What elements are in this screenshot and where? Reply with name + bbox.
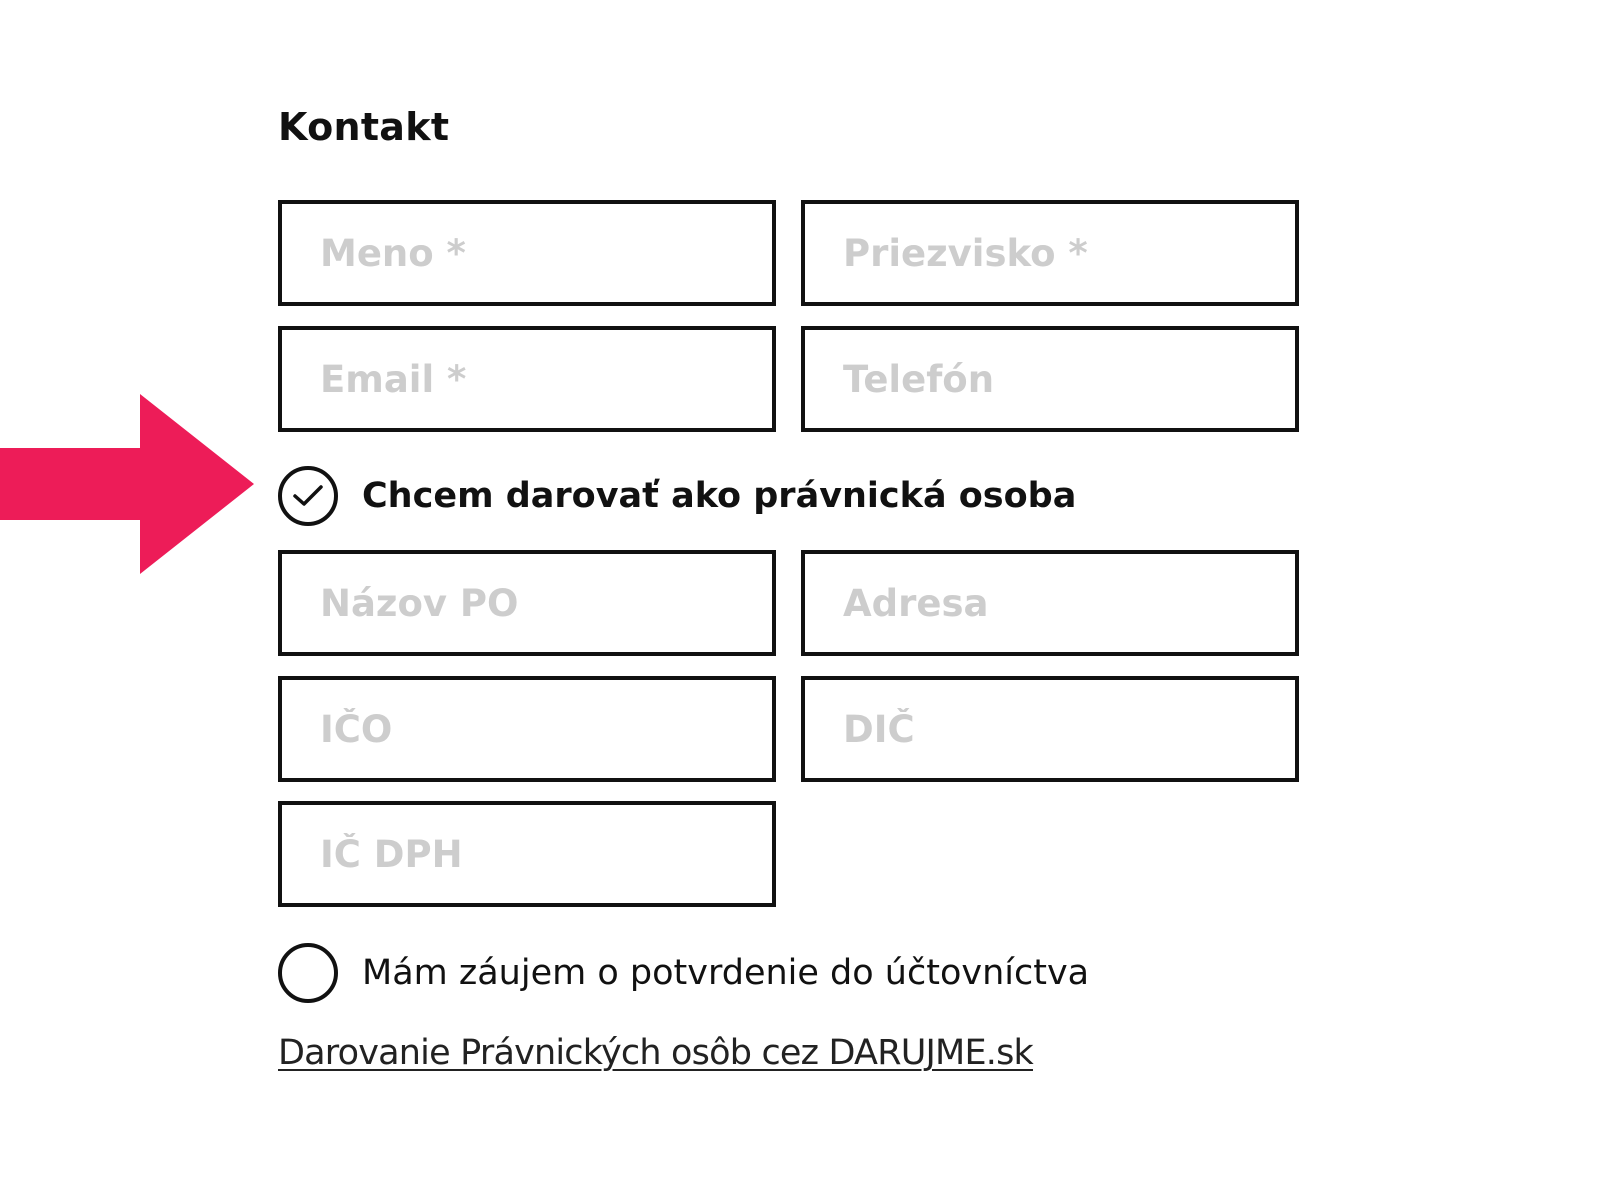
company-name-field[interactable] (278, 550, 776, 656)
dic-field[interactable] (801, 676, 1299, 782)
section-title-contact: Kontakt (278, 105, 450, 149)
accounting-confirmation-label: Mám záujem o potvrdenie do účtovníctva (362, 953, 1090, 993)
phone-input[interactable] (805, 330, 1295, 428)
legal-entity-donation-link[interactable]: Darovanie Právnických osôb cez DARUJME.sk (278, 1033, 1033, 1073)
email-field[interactable] (278, 326, 776, 432)
first-name-input[interactable] (282, 204, 772, 302)
first-name-field[interactable] (278, 200, 776, 306)
ic-dph-input[interactable] (282, 805, 772, 903)
email-input[interactable] (282, 330, 772, 428)
address-field[interactable] (801, 550, 1299, 656)
empty-circle-icon[interactable] (278, 943, 338, 1003)
legal-entity-checkbox-label: Chcem darovať ako právnická osoba (362, 476, 1077, 516)
ic-dph-field[interactable] (278, 801, 776, 907)
legal-entity-checkbox[interactable] (278, 466, 1076, 526)
company-name-input[interactable] (282, 554, 772, 652)
phone-field[interactable] (801, 326, 1299, 432)
dic-input[interactable] (805, 680, 1295, 778)
address-input[interactable] (805, 554, 1295, 652)
last-name-field[interactable] (801, 200, 1299, 306)
checked-circle-icon[interactable] (278, 466, 338, 526)
arrow-right-icon (0, 394, 254, 574)
last-name-input[interactable] (805, 204, 1295, 302)
ico-input[interactable] (282, 680, 772, 778)
ico-field[interactable] (278, 676, 776, 782)
accounting-confirmation-checkbox[interactable] (278, 943, 1089, 1003)
